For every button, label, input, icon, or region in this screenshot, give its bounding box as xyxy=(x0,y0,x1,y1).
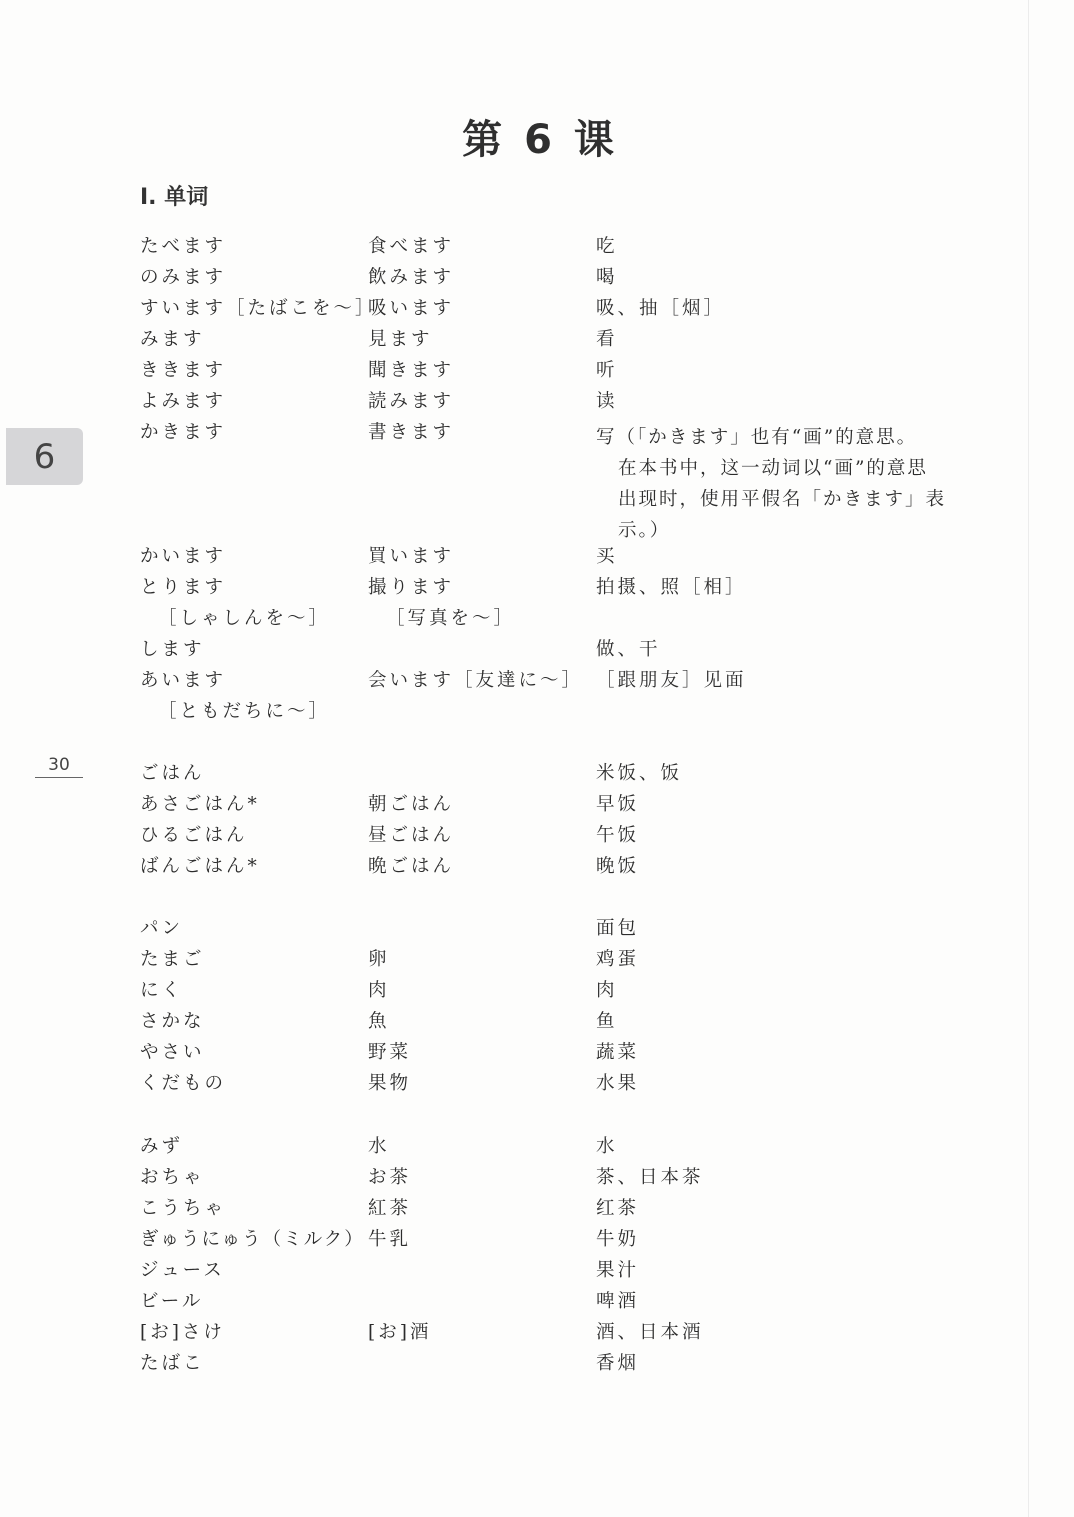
meaning: 午饭 xyxy=(596,825,640,846)
reading: します xyxy=(140,639,205,660)
kanji: ［写真を～］ xyxy=(386,608,516,629)
meaning: 果汁 xyxy=(596,1260,640,1281)
reading: ジュース xyxy=(140,1260,225,1281)
meaning: 晚饭 xyxy=(596,856,640,877)
meaning: 拍摄、照［相］ xyxy=(596,577,747,598)
reading: すいます［たばこを～］ xyxy=(140,298,377,319)
reading: やさい xyxy=(140,1042,205,1063)
kanji: 食べます xyxy=(368,236,455,257)
reading: ごはん xyxy=(140,763,205,784)
reading: かいます xyxy=(140,546,227,567)
scan-edge-line xyxy=(1028,0,1029,1517)
kanji: 昼ごはん xyxy=(368,825,455,846)
reading: ビール xyxy=(140,1291,204,1312)
meaning: 酒、日本酒 xyxy=(596,1322,704,1343)
chapter-tab: 6 xyxy=(6,428,83,485)
kanji: 聞きます xyxy=(368,360,455,381)
meaning: 牛奶 xyxy=(596,1229,640,1250)
meaning: 读 xyxy=(596,391,618,412)
section-title: I. 单词 xyxy=(140,185,209,210)
reading: よみます xyxy=(140,391,227,412)
reading: かきます xyxy=(140,422,227,443)
kanji: 肉 xyxy=(368,980,390,1001)
kanji: お茶 xyxy=(368,1167,412,1188)
meaning: 水果 xyxy=(596,1073,640,1094)
kanji: 魚 xyxy=(368,1011,390,1032)
kanji: 紅茶 xyxy=(368,1198,412,1219)
kanji: 書きます xyxy=(368,422,455,443)
meaning: 面包 xyxy=(596,918,640,939)
reading: くだもの xyxy=(140,1073,227,1094)
reading: ぎゅうにゅう（ミルク） xyxy=(140,1229,365,1250)
meaning: 肉 xyxy=(596,980,618,1001)
meaning: 鸡蛋 xyxy=(596,949,640,970)
reading: ひるごはん xyxy=(140,825,248,846)
reading: ききます xyxy=(140,360,227,381)
reading: たばこ xyxy=(140,1353,205,1374)
kanji: 水 xyxy=(368,1136,390,1157)
meaning: 吃 xyxy=(596,236,618,257)
reading: こうちゃ xyxy=(140,1198,227,1219)
reading: あいます xyxy=(140,670,227,691)
reading: おちゃ xyxy=(140,1167,205,1188)
meaning: 茶、日本茶 xyxy=(596,1167,704,1188)
kanji: 牛乳 xyxy=(368,1229,412,1250)
kanji: 読みます xyxy=(368,391,455,412)
reading: みます xyxy=(140,329,205,350)
reading: にく xyxy=(140,980,184,1001)
kanji: 会います［友達に～］ xyxy=(368,670,584,691)
reading: たまご xyxy=(140,949,205,970)
reading: みず xyxy=(140,1136,184,1157)
reading: とります xyxy=(140,577,227,598)
kanji: 卵 xyxy=(368,949,390,970)
meaning: 听 xyxy=(596,360,618,381)
reading: さかな xyxy=(140,1011,205,1032)
kanji: 吸います xyxy=(368,298,455,319)
meaning: 早饭 xyxy=(596,794,640,815)
kanji: 果物 xyxy=(368,1073,412,1094)
reading: ばんごはん* xyxy=(140,856,260,877)
meaning: 啤酒 xyxy=(596,1291,640,1312)
meaning: 做、干 xyxy=(596,639,661,660)
meaning: 喝 xyxy=(596,267,618,288)
kanji: 見ます xyxy=(368,329,433,350)
reading: のみます xyxy=(140,267,227,288)
meaning: 香烟 xyxy=(596,1353,640,1374)
reading: たべます xyxy=(140,236,227,257)
reading: ［ともだちに～］ xyxy=(158,701,331,722)
reading: パン xyxy=(140,918,184,939)
meaning: 买 xyxy=(596,546,618,567)
meaning: 红茶 xyxy=(596,1198,640,1219)
kanji: [お]酒 xyxy=(368,1322,432,1343)
kanji: 飲みます xyxy=(368,267,455,288)
kakimasu-note xyxy=(596,422,948,546)
note-rest: 在本书中，这一动词以“画”的意思出现时，使用平假名「かきます」表示。） xyxy=(618,458,947,541)
lesson-title: 第 6 课 xyxy=(462,117,618,163)
kanji: 晩ごはん xyxy=(368,856,455,877)
meaning: 蔬菜 xyxy=(596,1042,640,1063)
meaning: ［跟朋友］见面 xyxy=(596,670,747,691)
meaning: 鱼 xyxy=(596,1011,618,1032)
reading: ［しゃしんを～］ xyxy=(158,608,331,629)
kanji: 撮ります xyxy=(368,577,455,598)
meaning: 米饭、饭 xyxy=(596,763,683,784)
note-first-line: 写（「かきます」也有“画”的意思。 xyxy=(596,427,918,448)
kanji: 朝ごはん xyxy=(368,794,455,815)
page-number: 30 xyxy=(35,755,83,778)
kanji: 野菜 xyxy=(368,1042,412,1063)
meaning: 看 xyxy=(596,329,618,350)
kanji: 買います xyxy=(368,546,455,567)
reading: [お]さけ xyxy=(140,1322,225,1343)
reading: あさごはん* xyxy=(140,794,260,815)
meaning: 水 xyxy=(596,1136,618,1157)
meaning: 吸、抽［烟］ xyxy=(596,298,726,319)
